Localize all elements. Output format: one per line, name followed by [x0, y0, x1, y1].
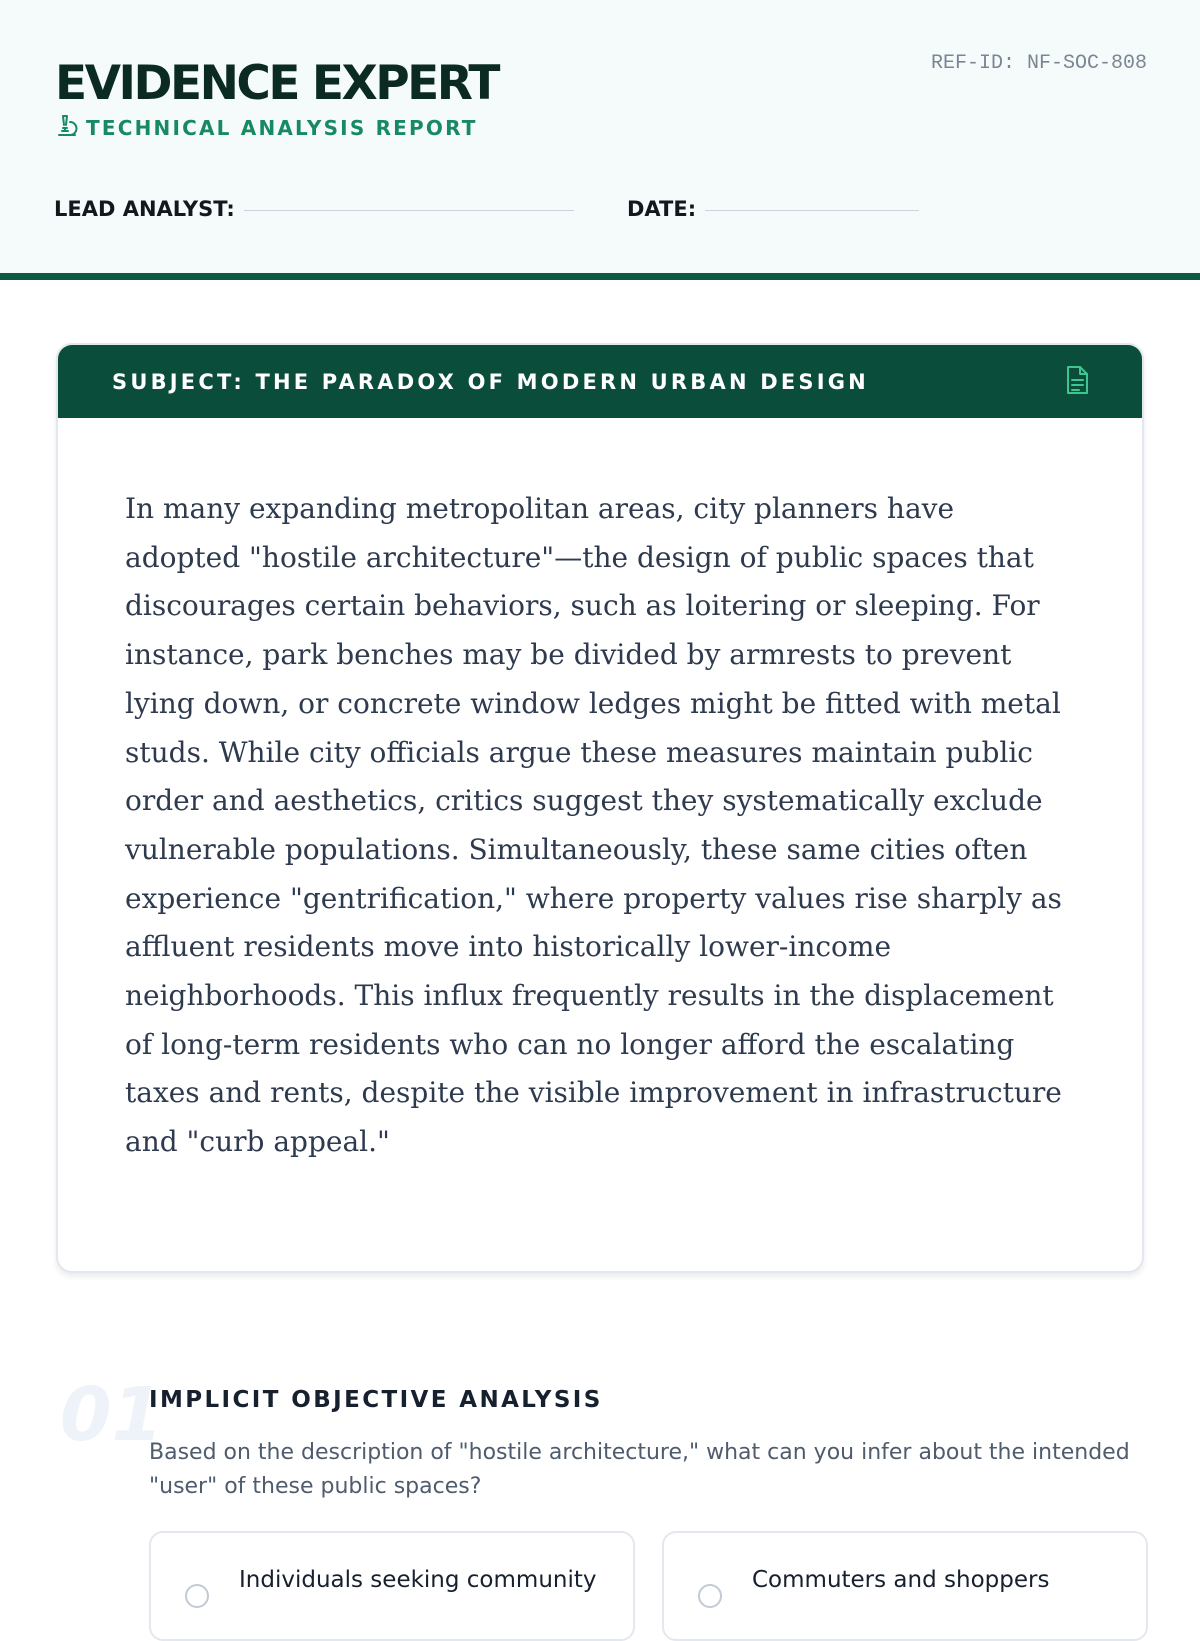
radio-button[interactable] — [185, 1584, 209, 1608]
card-title: SUBJECT: THE PARADOX OF MODERN URBAN DESIGN — [112, 369, 869, 394]
subtitle-text: TECHNICAL ANALYSIS REPORT — [86, 115, 478, 140]
report-subtitle — [56, 113, 478, 142]
question-title: IMPLICIT OBJECTIVE ANALYSIS — [149, 1387, 603, 1413]
answer-option[interactable] — [149, 1531, 635, 1641]
passage-text: In many expanding metropolitan areas, city planners have adopted "hostile architecture"—the design of public spaces that discourages certain behaviors, such as loitering or sleeping. For instance, park benches may be divided by armrests to prevent lying down, or concrete window ledges might be fitted with metal studs. While city officials argue these measures maintain public order and aesthetics, critics suggest they systematically exclude vulnerable populations. Simultaneously, these same cities often experience "gentrification," where property values rise sharply as affluent residents move into historically lower-income neighborhoods. This influx frequently results in the displacement of long-term residents who can no longer afford the escalating taxes and rents, despite the visible improvement in infrastructure and "curb appeal." — [125, 492, 1062, 1159]
date-field[interactable] — [705, 210, 919, 211]
date-label: DATE: — [627, 197, 697, 221]
lead-analyst-field[interactable] — [244, 210, 574, 211]
reference-id: REF-ID: NF-SOC-808 — [930, 52, 1147, 75]
question-prompt: Based on the description of "hostile architecture," what can you infer about the intended "user" of these public spaces? — [149, 1440, 1130, 1499]
brand-title: EVIDENCE EXPERT — [55, 56, 498, 111]
subject-card — [56, 343, 1144, 1273]
option-label: Individuals seeking community — [239, 1567, 597, 1593]
radio-button[interactable] — [698, 1584, 722, 1608]
option-label: Commuters and shoppers — [752, 1567, 1050, 1593]
report-header — [0, 0, 1200, 280]
card-header — [58, 345, 1142, 418]
lead-analyst-label: LEAD ANALYST: — [54, 197, 235, 221]
microscope-icon — [56, 113, 78, 142]
question-number: 01 — [60, 1372, 163, 1458]
answer-option[interactable] — [662, 1531, 1148, 1641]
document-icon — [1064, 365, 1090, 399]
